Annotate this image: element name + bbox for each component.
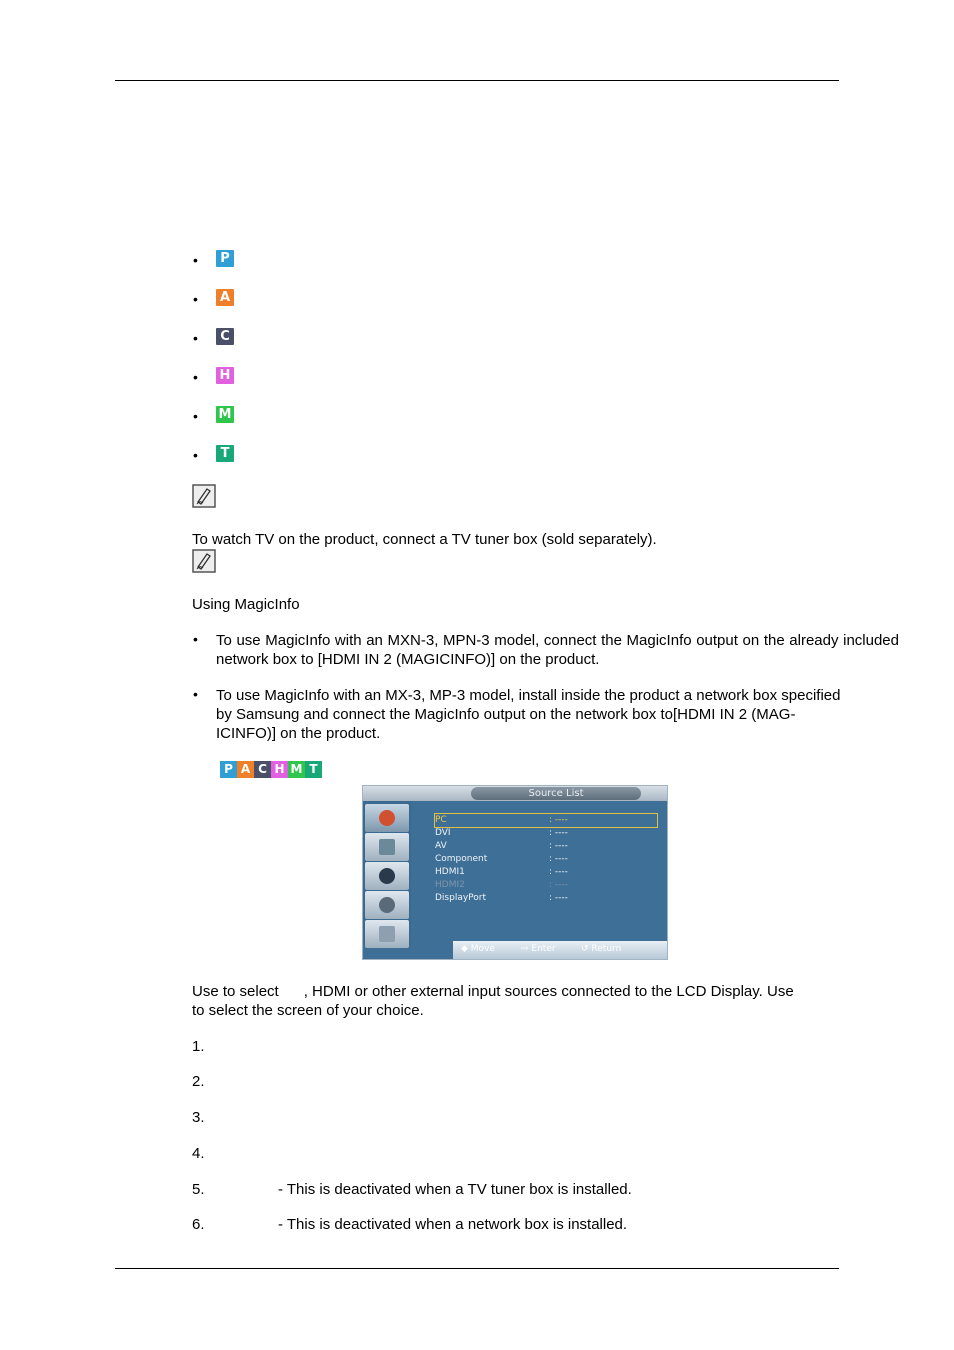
magicinfo-item-2: To use MagicInfo with an MX-3, MP-3 model, install inside the product a network box specified by Samsung and connect the MagicInfo output on the network box to[HDMI IN 2 (MAG- ICINFO)] on the product.: [216, 687, 841, 742]
a-mode-icon: A: [237, 761, 254, 778]
list-number: 5.: [192, 1181, 205, 1198]
source-av[interactable]: AV : ----: [435, 841, 568, 851]
mode-strip: [220, 761, 322, 778]
p-mode-icon: P: [220, 761, 237, 778]
note-icon: [192, 549, 216, 573]
t-badge-icon: T: [216, 445, 234, 462]
list-number: 2.: [192, 1073, 205, 1090]
note-text-tv-tuner: To watch TV on the product, connect a TV tuner box (sold separately).: [192, 531, 657, 548]
source-component[interactable]: Component : ----: [435, 854, 568, 864]
osd-title-bar: [363, 786, 667, 801]
t-mode-icon: T: [305, 761, 322, 778]
bullet: •: [193, 252, 198, 268]
m-badge-icon: M: [216, 406, 234, 423]
description-line-2: to select the screen of your choice.: [192, 1002, 424, 1019]
source-hdmi2: HDMI2 : ----: [435, 880, 568, 890]
bullet: •: [193, 631, 198, 647]
list-number: 1.: [192, 1038, 205, 1055]
list-number: 6.: [192, 1216, 205, 1233]
multi-control-menu-icon[interactable]: [365, 920, 409, 948]
list-number: 3.: [192, 1109, 205, 1126]
source-dvi[interactable]: DVI : ----: [435, 828, 568, 838]
bullet: •: [193, 330, 198, 346]
osd-title: Source List: [471, 787, 641, 800]
bullet: •: [193, 408, 198, 424]
input-menu-icon[interactable]: [365, 804, 409, 832]
bullet: •: [193, 291, 198, 307]
bullet: •: [193, 369, 198, 385]
source-list-osd: [362, 785, 668, 960]
osd-footer: [453, 941, 668, 960]
h-badge-icon: H: [216, 367, 234, 384]
bullet: •: [193, 447, 198, 463]
bullet: •: [193, 686, 198, 702]
list-number: 4.: [192, 1145, 205, 1162]
p-badge-icon: P: [216, 250, 234, 267]
sound-menu-icon[interactable]: [365, 862, 409, 890]
picture-menu-icon[interactable]: [365, 833, 409, 861]
h-mode-icon: H: [271, 761, 288, 778]
enter-hint: ⇨ Enter: [521, 944, 556, 954]
source-pc[interactable]: PC : ----: [435, 814, 657, 827]
move-hint: ◆ Move: [461, 944, 495, 954]
description-line-1: Use to select , HDMI or other external input sources connected to the LCD Display. Use: [192, 983, 794, 1000]
osd-source-list: [435, 814, 657, 905]
c-badge-icon: C: [216, 328, 234, 345]
c-mode-icon: C: [254, 761, 271, 778]
source-displayport[interactable]: DisplayPort : ----: [435, 893, 568, 903]
magicinfo-item-1: To use MagicInfo with an MXN-3, MPN-3 model, connect the MagicInfo output on the already included network box to [HDMI IN 2 (MAGICINFO)] on the product.: [216, 632, 899, 668]
source-hdmi1[interactable]: HDMI1 : ----: [435, 867, 568, 877]
a-badge-icon: A: [216, 289, 234, 306]
note-icon: [192, 484, 216, 508]
footer-rule: [115, 1268, 839, 1269]
return-hint: ↺ Return: [581, 944, 622, 954]
list-item-text: - This is deactivated when a TV tuner box is installed.: [278, 1181, 632, 1198]
osd-menu-sidebar: [363, 801, 411, 946]
setup-menu-icon[interactable]: [365, 891, 409, 919]
list-item-text: - This is deactivated when a network box is installed.: [278, 1216, 628, 1233]
magicinfo-heading: Using MagicInfo: [192, 596, 300, 613]
header-rule: [115, 80, 839, 81]
m-mode-icon: M: [288, 761, 305, 778]
